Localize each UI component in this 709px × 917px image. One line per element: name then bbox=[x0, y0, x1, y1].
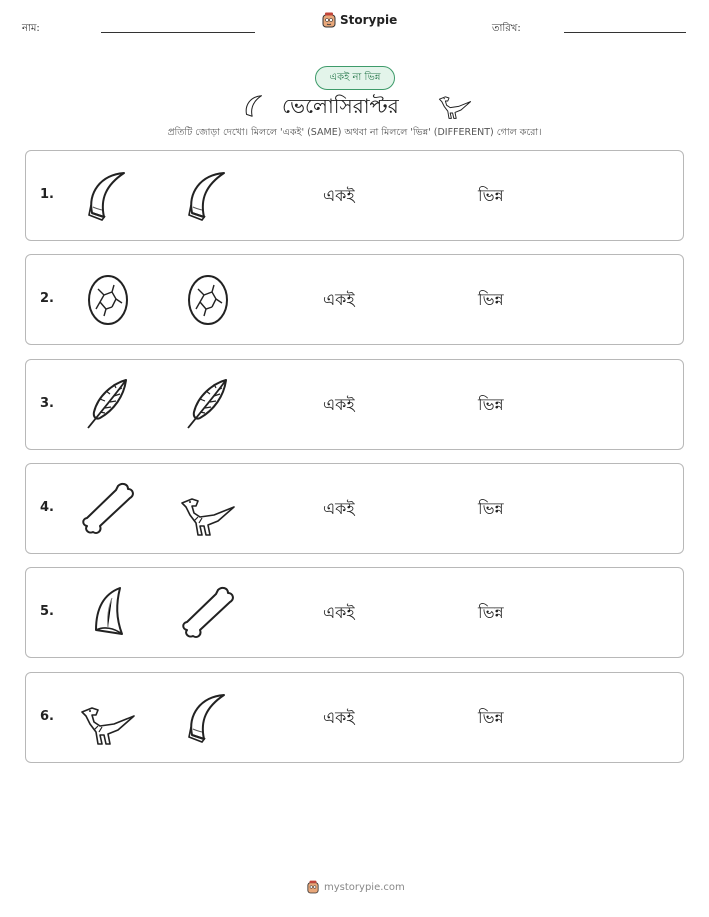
storypie-mascot-icon bbox=[322, 12, 336, 28]
question-row bbox=[25, 672, 684, 763]
option-same[interactable]: একই bbox=[323, 186, 355, 205]
footer bbox=[307, 880, 405, 894]
option-different[interactable]: ভিন্ন bbox=[478, 498, 504, 518]
option-same[interactable]: একই bbox=[323, 707, 355, 727]
feather-icon bbox=[78, 374, 138, 434]
name-line[interactable] bbox=[101, 32, 255, 33]
worksheet-type-badge: একই না ভিন্ন bbox=[315, 66, 395, 90]
date-label: তারিখ: bbox=[492, 23, 521, 34]
claw-icon bbox=[178, 687, 238, 747]
question-row bbox=[25, 359, 684, 450]
question-number: 5. bbox=[40, 604, 54, 620]
feather-icon bbox=[178, 374, 238, 434]
claw-icon bbox=[240, 92, 268, 120]
storypie-mascot-icon bbox=[307, 880, 319, 894]
option-different[interactable]: ভিন্ন bbox=[478, 394, 504, 414]
claw-icon bbox=[78, 165, 138, 225]
date-line[interactable] bbox=[564, 32, 686, 33]
bone-icon bbox=[178, 582, 238, 642]
option-same[interactable]: একই bbox=[323, 603, 355, 623]
tooth-icon bbox=[78, 582, 138, 642]
velociraptor-icon bbox=[178, 478, 238, 538]
option-different[interactable]: ভিন্ন bbox=[478, 707, 504, 727]
option-same[interactable]: একই bbox=[323, 394, 355, 414]
option-different[interactable]: ভিন্ন bbox=[478, 290, 504, 310]
question-number: 3. bbox=[40, 395, 54, 411]
instructions: প্রতিটি জোড়া দেখো। মিললে 'একই' (SAME) অথবা না মিললে 'ভিন্ন' (DIFFERENT) গোল করো। bbox=[167, 127, 542, 138]
question-number: 4. bbox=[40, 499, 54, 515]
bone-icon bbox=[78, 478, 138, 538]
question-number: 6. bbox=[40, 708, 54, 724]
question-row bbox=[25, 567, 684, 658]
egg-icon bbox=[178, 269, 238, 329]
title-row bbox=[0, 88, 709, 124]
brand-name: Storypie bbox=[340, 13, 398, 27]
question-number: 2. bbox=[40, 291, 54, 307]
option-different[interactable]: ভিন্ন bbox=[478, 186, 504, 205]
option-different[interactable]: ভিন্ন bbox=[478, 603, 504, 623]
question-row bbox=[25, 150, 684, 241]
claw-icon bbox=[178, 165, 238, 225]
egg-icon bbox=[78, 269, 138, 329]
option-same[interactable]: একই bbox=[323, 498, 355, 518]
name-label: নাম: bbox=[22, 23, 40, 34]
question-number: 1. bbox=[40, 187, 54, 202]
question-row bbox=[25, 254, 684, 345]
page-title: ভেলোসিরাপ্টর bbox=[282, 94, 399, 118]
question-row bbox=[25, 463, 684, 554]
option-same[interactable]: একই bbox=[323, 290, 355, 310]
footer-url: mystorypie.com bbox=[324, 881, 405, 893]
velociraptor-icon bbox=[78, 687, 138, 747]
velociraptor-icon bbox=[437, 93, 473, 121]
brand-logo bbox=[322, 12, 397, 28]
